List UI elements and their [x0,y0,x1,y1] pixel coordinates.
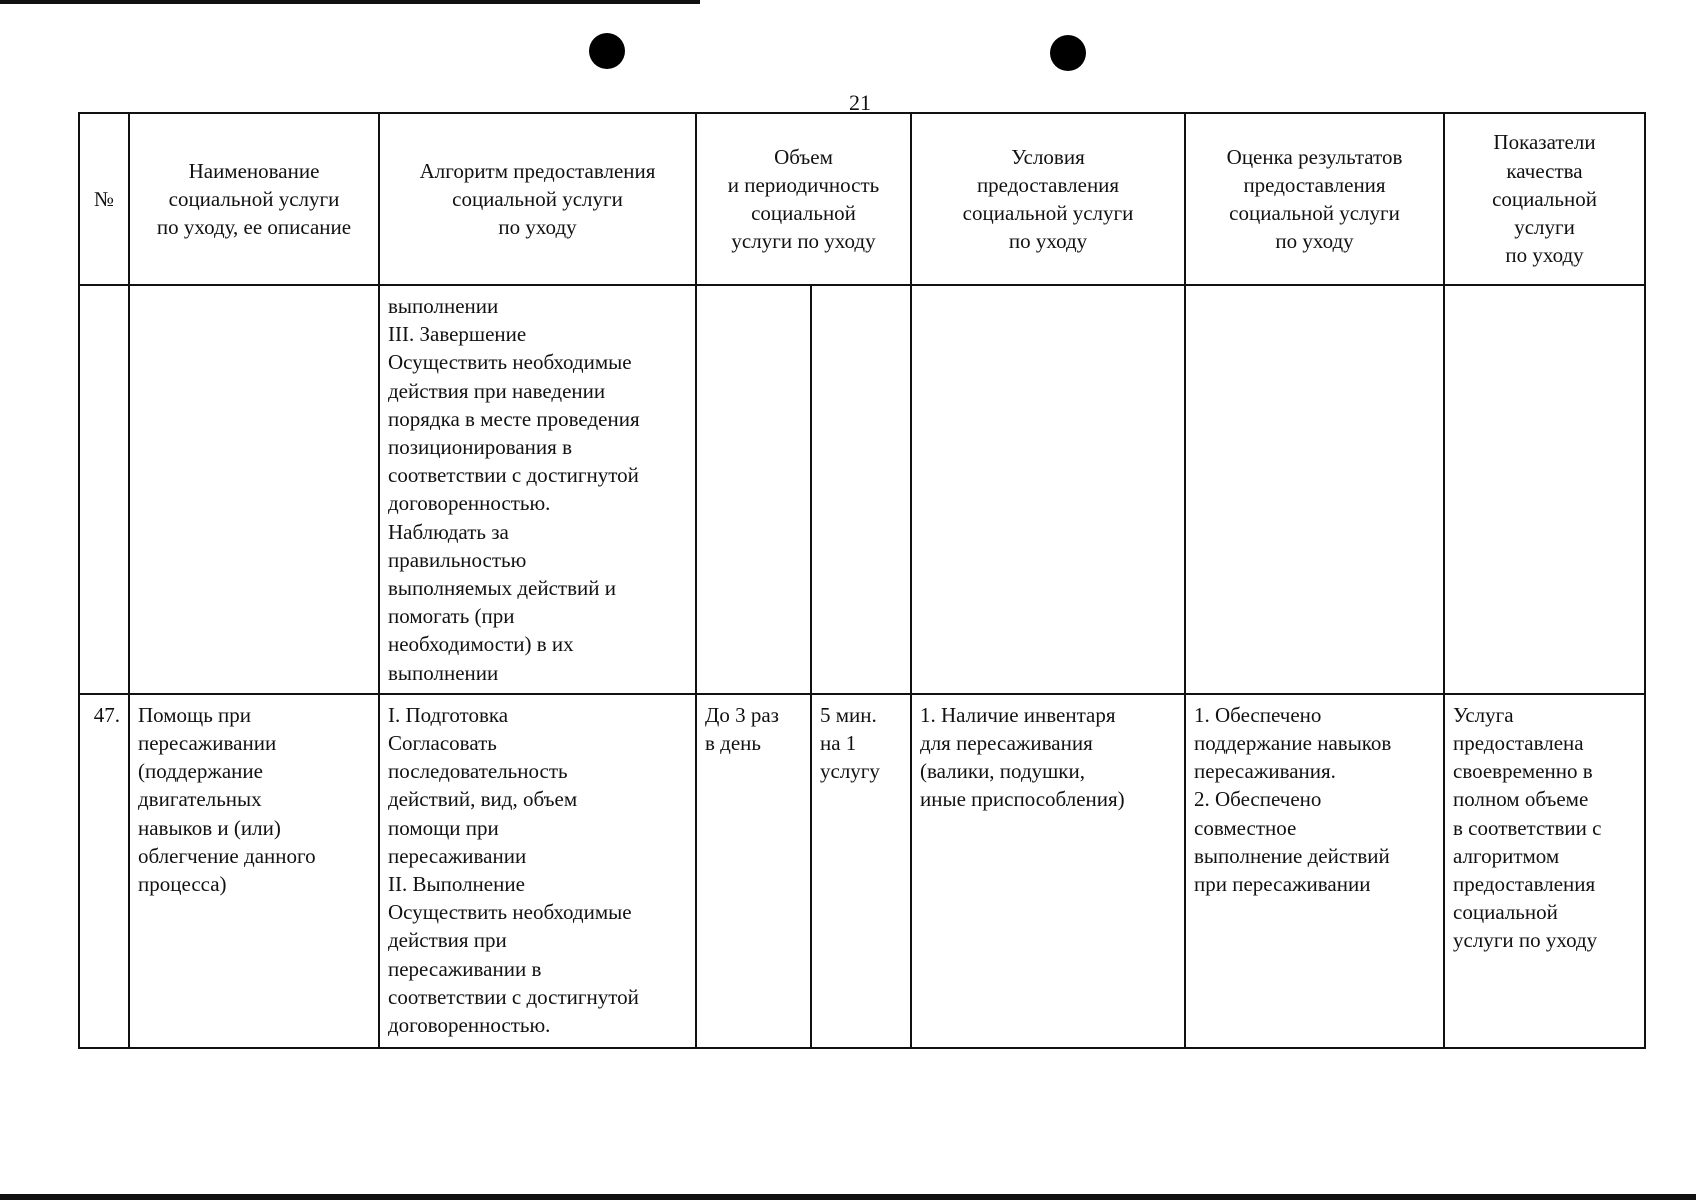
text-line: на 1 [820,731,857,756]
text-line: действия при [388,928,507,953]
text-line: Наблюдать за [388,519,509,544]
cell-volume [696,285,811,694]
table-row-continuation [79,285,1645,694]
header-line: Наименование [188,158,320,183]
header-line: услуги по уходу [731,229,876,254]
cell-num: 47. [79,694,129,1048]
text-line: в день [705,731,761,756]
text-line: иные приспособления) [920,787,1125,812]
header-line: социальной [751,201,856,225]
text-line: пересаживании [388,843,527,868]
text-line: процесса) [138,872,227,897]
header-line: социальной услуги [962,201,1134,225]
text-line: пересаживании [138,731,277,756]
text-line: соответствии с достигнутой [388,984,639,1009]
header-quality [1444,113,1645,285]
cell-algorithm [379,694,696,1048]
text-line: последовательность [388,759,568,784]
text-line: услуги по уходу [1453,928,1598,953]
text-line: облегчение данного [138,843,316,868]
header-line: Условия [1011,144,1085,169]
cell-quality [1444,285,1645,694]
header-line: качества [1506,158,1583,183]
text-line: выполнении [388,294,499,318]
text-line: помощи при [388,815,499,840]
header-line: социальной [1492,186,1597,211]
cell-conditions [911,694,1185,1048]
text-line: 2. Обеспечено [1194,787,1322,812]
text-line: выполняемых действий и [388,576,616,601]
text-line: совместное [1194,815,1297,840]
text-line: До 3 раз [705,702,779,727]
cell-name [129,285,379,694]
text-line: социальной [1453,900,1558,925]
page-number: 21 [849,90,871,115]
text-line: услугу [820,759,880,784]
header-name [129,113,379,285]
text-line: (валики, подушки, [920,759,1085,784]
text-line: выполнение действий [1194,843,1390,868]
header-line: по уходу [1275,229,1354,254]
services-table [78,112,1646,1049]
cell-periodicity [811,285,911,694]
text-line: действия при наведении [388,378,606,403]
header-line: по уходу [498,215,577,240]
header-line: Показатели [1493,130,1596,155]
text-line: (поддержание [138,759,263,784]
text-line: порядка в месте проведения [388,406,640,431]
table-row-47 [79,694,1645,1048]
header-line: Объем [774,144,833,169]
text-line: 1. Наличие инвентаря [920,702,1116,727]
text-line: предоставления [1453,872,1596,897]
header-line: социальной услуги [1229,201,1400,225]
header-line: Оценка результатов [1226,144,1403,169]
text-line: алгоритмом [1453,843,1560,868]
cell-name [129,694,379,1048]
header-evaluation [1185,113,1444,285]
header-volume [696,113,911,285]
text-line: 5 мин. [820,702,877,727]
text-line: полном объеме [1453,787,1589,812]
text-line: действий, вид, объем [388,787,578,812]
text-line: Осуществить необходимые [388,350,632,375]
text-line: предоставлена [1453,731,1584,756]
text-line: договоренностью. [388,491,551,516]
text-line: помогать (при [388,604,515,629]
header-line: Алгоритм предоставления [419,158,656,183]
text-line: III. Завершение [388,322,527,347]
header-line: услуги [1514,215,1575,240]
header-conditions [911,113,1185,285]
text-line: поддержание навыков [1194,731,1392,756]
header-algorithm [379,113,696,285]
text-line: Согласовать [388,731,497,756]
cell-volume [696,694,811,1048]
header-num: № [79,113,129,285]
text-line: пересаживании в [388,956,542,981]
cell-evaluation [1185,285,1444,694]
text-line: Помощь при [138,702,252,727]
text-line: II. Выполнение [388,872,525,897]
header-line: по уходу, ее описание [156,215,352,240]
cell-evaluation [1185,694,1444,1048]
punch-hole-right [1050,35,1086,71]
text-line: соответствии с достигнутой [388,463,639,488]
header-line: социальной услуги [452,186,623,211]
text-line: двигательных [138,787,262,812]
header-line: и периодичность [727,172,880,197]
punch-hole-left [589,33,625,69]
scan-bottom-edge [0,1194,1696,1200]
text-line: необходимости) в их [388,632,574,657]
header-line: по уходу [1505,243,1584,268]
text-line: в соответствии с [1453,815,1602,840]
header-line: по уходу [1008,229,1088,254]
cell-num [79,285,129,694]
cell-periodicity [811,694,911,1048]
header-line: предоставления [1243,172,1386,197]
text-line: навыков и (или) [138,815,281,840]
text-line: договоренностью. [388,1013,551,1038]
text-line: при пересаживании [1194,872,1371,897]
text-line: 1. Обеспечено [1194,702,1322,727]
header-line: социальной услуги [168,186,340,211]
scan-top-edge [0,0,700,4]
cell-algorithm [379,285,696,694]
text-line: Услуга [1453,702,1514,727]
text-line: выполнении [388,660,499,685]
cell-conditions [911,285,1185,694]
text-line: правильностью [388,547,527,572]
text-line: для пересаживания [920,731,1093,756]
text-line: Осуществить необходимые [388,900,632,925]
header-row [79,113,1645,285]
text-line: I. Подготовка [388,702,509,727]
text-line: своевременно в [1453,759,1593,784]
text-line: пересаживания. [1194,759,1336,784]
header-line: предоставления [976,172,1120,197]
text-line: позиционирования в [388,435,572,460]
cell-quality [1444,694,1645,1048]
